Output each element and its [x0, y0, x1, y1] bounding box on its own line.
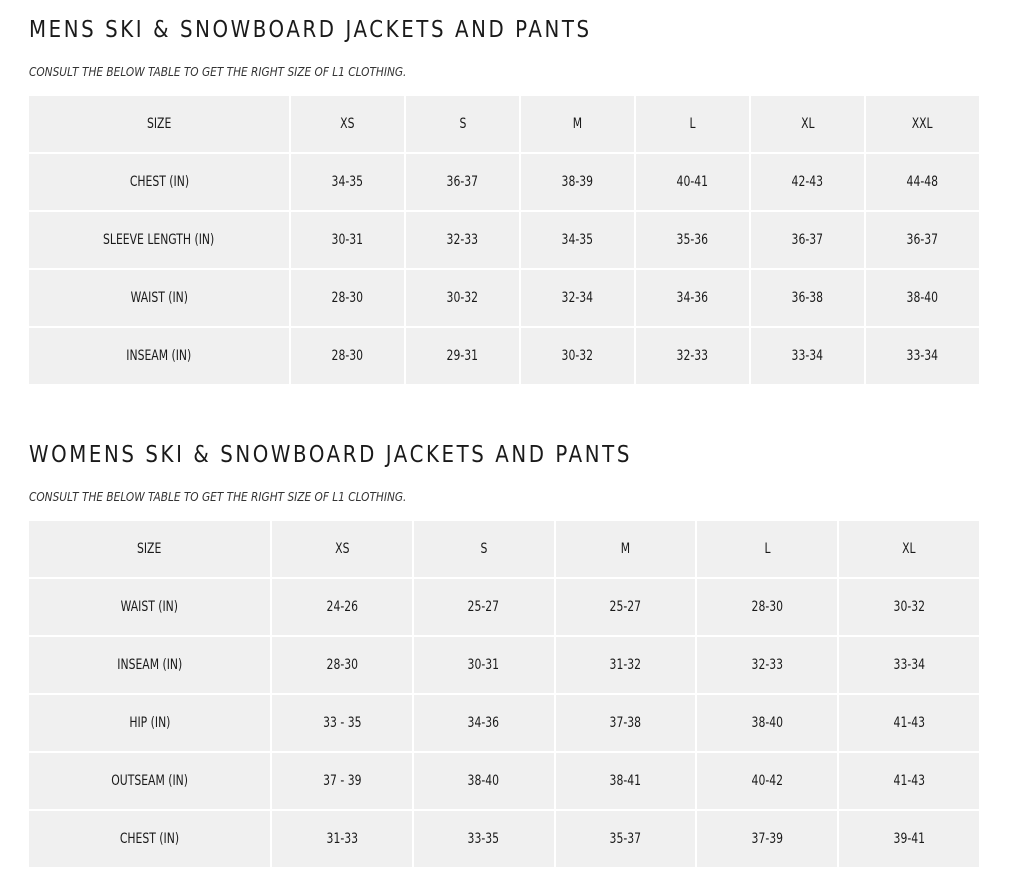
cell-text: 33-34	[906, 348, 939, 364]
cell-text: SIZE	[137, 541, 162, 557]
cell-text: 44-48	[906, 174, 939, 190]
cell-text: 38-41	[609, 773, 642, 789]
measurement-value-cell	[406, 212, 519, 268]
measurement-label-cell	[29, 579, 270, 635]
size-header-cell	[29, 96, 289, 152]
measurement-value-cell	[636, 270, 749, 326]
cell-text: 32-33	[751, 657, 784, 673]
cell-text: 33-34	[791, 348, 824, 364]
measurement-value-cell	[272, 753, 412, 809]
size-column-header	[697, 521, 837, 577]
cell-text: 33 - 35	[322, 715, 362, 731]
cell-text: 25-27	[609, 599, 642, 615]
cell-text: CHEST (IN)	[129, 174, 189, 190]
cell-text: 24-26	[326, 599, 358, 615]
mens-subtitle: CONSULT THE BELOW TABLE TO GET THE RIGHT SIZE OF L1 CLOTHING.	[29, 65, 407, 79]
measurement-value-cell	[751, 212, 864, 268]
measurement-value-cell	[697, 579, 837, 635]
size-column-header	[636, 96, 749, 152]
cell-text: 37-39	[751, 831, 784, 847]
cell-text: 36-37	[446, 174, 479, 190]
measurement-value-cell	[636, 212, 749, 268]
cell-text: 32-33	[446, 232, 479, 248]
cell-text: 42-43	[791, 174, 824, 190]
cell-text: XS	[340, 116, 355, 132]
cell-text: L	[689, 116, 696, 132]
cell-text: 41-43	[893, 773, 925, 789]
cell-text: 30-32	[561, 348, 594, 364]
cell-text: XS	[334, 541, 350, 557]
measurement-value-cell	[866, 270, 979, 326]
cell-text: 33-34	[893, 657, 925, 673]
measurement-value-cell	[751, 154, 864, 210]
mens-table-row	[29, 212, 979, 268]
womens-table-row	[29, 695, 979, 751]
cell-text: 30-32	[893, 599, 925, 615]
measurement-value-cell	[414, 753, 554, 809]
cell-text: 40-42	[751, 773, 784, 789]
measurement-value-cell	[414, 637, 554, 693]
measurement-value-cell	[521, 212, 634, 268]
size-column-header	[406, 96, 519, 152]
cell-text: XL	[902, 541, 916, 557]
size-column-header	[272, 521, 412, 577]
measurement-label-cell	[29, 212, 289, 268]
cell-text: 40-41	[676, 174, 709, 190]
cell-text: 29-31	[446, 348, 479, 364]
cell-text: 28-30	[331, 348, 364, 364]
cell-text: INSEAM (IN)	[126, 348, 192, 364]
measurement-value-cell	[697, 811, 837, 867]
measurement-value-cell	[697, 637, 837, 693]
measurement-value-cell	[272, 637, 412, 693]
measurement-value-cell	[414, 695, 554, 751]
cell-text: 32-34	[561, 290, 594, 306]
size-column-header	[751, 96, 864, 152]
cell-text: 38-40	[906, 290, 939, 306]
cell-text: 36-37	[906, 232, 939, 248]
cell-text: WAIST (IN)	[130, 290, 188, 306]
cell-text: 39-41	[893, 831, 925, 847]
measurement-value-cell	[839, 579, 979, 635]
measurement-value-cell	[839, 637, 979, 693]
cell-text: S	[459, 116, 466, 132]
measurement-value-cell	[556, 695, 696, 751]
cell-text: 32-33	[676, 348, 709, 364]
cell-text: 35-36	[676, 232, 709, 248]
womens-subtitle: CONSULT THE BELOW TABLE TO GET THE RIGHT SIZE OF L1 CLOTHING.	[29, 490, 407, 504]
measurement-value-cell	[866, 154, 979, 210]
size-column-header	[866, 96, 979, 152]
cell-text: 34-36	[467, 715, 500, 731]
cell-text: 38-40	[467, 773, 500, 789]
cell-text: 36-37	[791, 232, 824, 248]
cell-text: 38-39	[561, 174, 594, 190]
measurement-value-cell	[291, 212, 404, 268]
size-column-header	[521, 96, 634, 152]
size-column-header	[414, 521, 554, 577]
womens-size-section	[29, 440, 981, 869]
mens-title: MENS SKI & SNOWBOARD JACKETS AND PANTS	[29, 17, 592, 43]
measurement-value-cell	[414, 579, 554, 635]
cell-text: M	[572, 116, 583, 132]
measurement-value-cell	[636, 328, 749, 384]
measurement-value-cell	[406, 328, 519, 384]
cell-text: 28-30	[751, 599, 784, 615]
cell-text: SLEEVE LENGTH (IN)	[103, 232, 215, 248]
measurement-label-cell	[29, 328, 289, 384]
measurement-value-cell	[406, 270, 519, 326]
cell-text: OUTSEAM (IN)	[111, 773, 188, 789]
womens-table-row	[29, 579, 979, 635]
measurement-label-cell	[29, 270, 289, 326]
measurement-label-cell	[29, 637, 270, 693]
cell-text: 30-32	[446, 290, 479, 306]
measurement-value-cell	[521, 270, 634, 326]
measurement-value-cell	[866, 212, 979, 268]
womens-header-row	[29, 521, 979, 577]
size-header-cell	[29, 521, 270, 577]
mens-header-row	[29, 96, 979, 152]
measurement-value-cell	[697, 753, 837, 809]
cell-text: HIP (IN)	[128, 715, 171, 731]
measurement-value-cell	[291, 154, 404, 210]
measurement-value-cell	[291, 328, 404, 384]
cell-text: 35-37	[609, 831, 642, 847]
mens-size-table	[27, 94, 981, 386]
womens-table-row	[29, 753, 979, 809]
measurement-value-cell	[291, 270, 404, 326]
cell-text: XXL	[912, 116, 933, 132]
cell-text: INSEAM (IN)	[117, 657, 182, 673]
cell-text: 36-38	[791, 290, 824, 306]
cell-text: 34-35	[561, 232, 594, 248]
cell-text: SIZE	[146, 116, 172, 132]
womens-title: WOMENS SKI & SNOWBOARD JACKETS AND PANTS	[29, 442, 632, 468]
cell-text: M	[620, 541, 631, 557]
measurement-value-cell	[521, 154, 634, 210]
womens-size-table	[27, 519, 981, 869]
womens-table-row	[29, 811, 979, 867]
measurement-value-cell	[839, 753, 979, 809]
measurement-value-cell	[272, 579, 412, 635]
measurement-value-cell	[414, 811, 554, 867]
cell-text: 38-40	[751, 715, 784, 731]
cell-text: 41-43	[893, 715, 925, 731]
cell-text: CHEST (IN)	[119, 831, 180, 847]
cell-text: 28-30	[331, 290, 364, 306]
cell-text: 30-31	[331, 232, 364, 248]
measurement-value-cell	[839, 695, 979, 751]
measurement-label-cell	[29, 753, 270, 809]
mens-table-row	[29, 154, 979, 210]
measurement-value-cell	[751, 328, 864, 384]
cell-text: XL	[800, 116, 815, 132]
cell-text: 37-38	[609, 715, 642, 731]
cell-text: S	[480, 541, 488, 557]
measurement-label-cell	[29, 695, 270, 751]
measurement-value-cell	[556, 579, 696, 635]
measurement-value-cell	[272, 695, 412, 751]
cell-text: 34-36	[676, 290, 709, 306]
measurement-label-cell	[29, 154, 289, 210]
measurement-value-cell	[751, 270, 864, 326]
cell-text: 33-35	[467, 831, 500, 847]
cell-text: 34-35	[331, 174, 364, 190]
cell-text: 37 - 39	[322, 773, 362, 789]
measurement-value-cell	[406, 154, 519, 210]
womens-table-row	[29, 637, 979, 693]
size-column-header	[839, 521, 979, 577]
measurement-value-cell	[866, 328, 979, 384]
cell-text: 28-30	[326, 657, 358, 673]
mens-size-section	[29, 15, 981, 386]
cell-text: 31-33	[326, 831, 358, 847]
measurement-value-cell	[556, 637, 696, 693]
cell-text: WAIST (IN)	[120, 599, 179, 615]
measurement-value-cell	[556, 753, 696, 809]
size-column-header	[291, 96, 404, 152]
cell-text: L	[764, 541, 771, 557]
mens-table-row	[29, 328, 979, 384]
measurement-value-cell	[636, 154, 749, 210]
measurement-value-cell	[556, 811, 696, 867]
cell-text: 25-27	[467, 599, 500, 615]
measurement-value-cell	[521, 328, 634, 384]
size-column-header	[556, 521, 696, 577]
measurement-label-cell	[29, 811, 270, 867]
mens-table-row	[29, 270, 979, 326]
cell-text: 30-31	[467, 657, 500, 673]
measurement-value-cell	[697, 695, 837, 751]
measurement-value-cell	[272, 811, 412, 867]
cell-text: 31-32	[609, 657, 642, 673]
measurement-value-cell	[839, 811, 979, 867]
